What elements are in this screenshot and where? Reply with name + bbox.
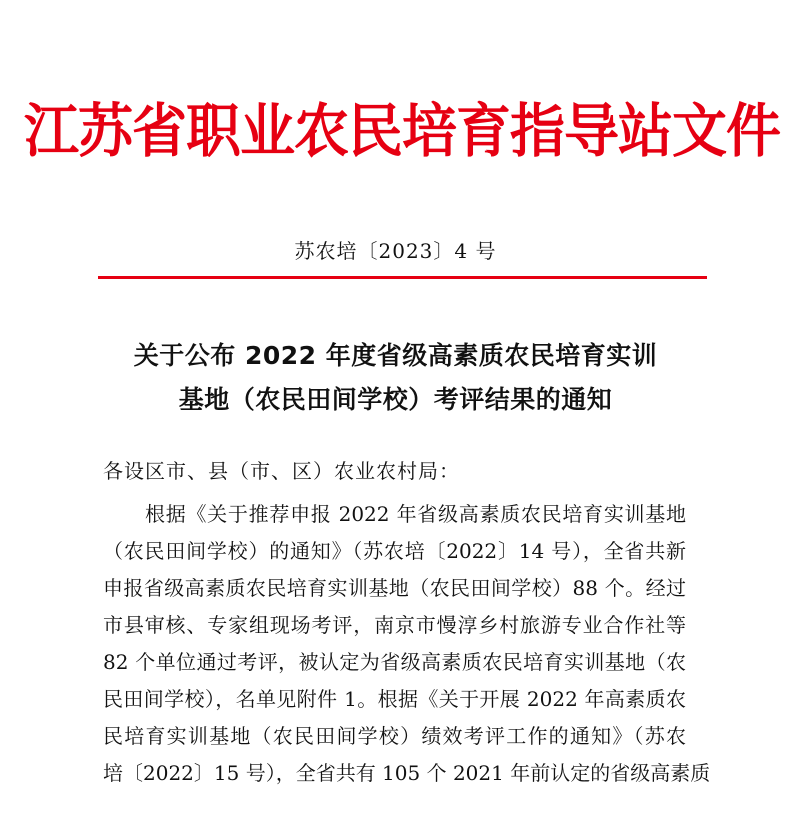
body-line-5: 82 个单位通过考评，被认定为省级高素质农民培育实训基地（农 [103,650,686,674]
salutation: 各设区市、县（市、区）农业农村局： [103,459,460,483]
agency-masthead-title: 江苏省职业农民培育指导站文件 [24,97,781,165]
document-number: 苏农培〔2023〕4 号 [294,239,497,263]
body-line-6: 民田间学校），名单见附件 1。根据《关于开展 2022 年高素质农 [103,687,686,711]
notice-title-line-2: 基地（农民田间学校）考评结果的通知 [178,385,613,414]
body-line-1: 根据《关于推荐申报 2022 年省级高素质农民培育实训基地 [145,502,686,526]
notice-title [92,334,699,422]
body-line-3: 申报省级高素质农民培育实训基地（农民田间学校）88 个。经过 [103,576,686,600]
red-divider-line [98,276,707,279]
body-line-2: （农民田间学校）的通知》（苏农培〔2022〕14 号），全省共新 [103,539,686,563]
body-line-4: 市县审核、专家组现场考评，南京市慢淳乡村旅游专业合作社等 [103,613,686,637]
notice-title-line-1: 关于公布 2022 年度省级高素质农民培育实训 [133,341,658,370]
body-line-7: 民培育实训基地（农民田间学校）绩效考评工作的通知》（苏农 [103,724,686,748]
body-line-8: 培〔2022〕15 号），全省共有 105 个 2021 年前认定的省级高素质 [103,761,711,785]
